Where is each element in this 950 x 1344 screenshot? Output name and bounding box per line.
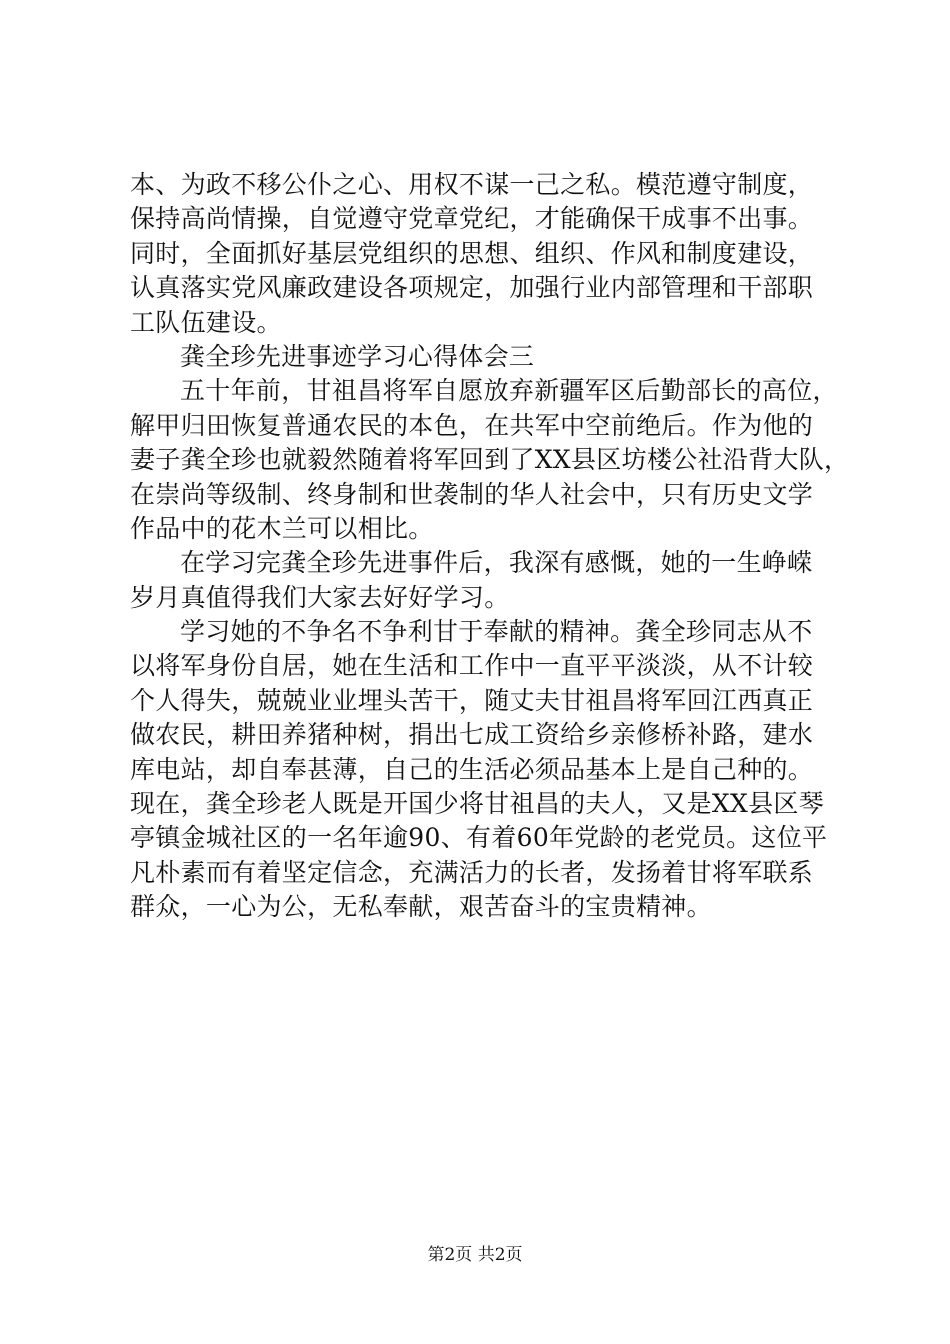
text-line: 同时，全面抓好基层党组织的思想、组织、作风和制度建设， bbox=[130, 238, 814, 268]
text-line: 学习她的不争名不争利甘于奉献的精神。龚全珍同志从不 bbox=[180, 617, 813, 647]
body-text bbox=[130, 168, 850, 925]
text-line: 妻子龚全珍也就毅然随着将军回到了XX县区坊楼公社沿背大队， bbox=[130, 445, 850, 475]
text-line: 五十年前，甘祖昌将军自愿放弃新疆军区后勤部长的高位， bbox=[180, 376, 838, 406]
text-line: 个人得失，兢兢业业埋头苦干，随丈夫甘祖昌将军回江西真正 bbox=[130, 685, 814, 715]
text-line: 工队伍建设。 bbox=[130, 307, 282, 337]
text-line: 在学习完龚全珍先进事件后，我深有感慨，她的一生峥嵘 bbox=[180, 548, 813, 578]
text-line: 本、为政不移公仆之心、用权不谋一己之私。模范遵守制度， bbox=[130, 170, 814, 199]
text-line: 凡朴素而有着坚定信念，充满活力的长者，发扬着甘将军联系 bbox=[130, 857, 814, 887]
text-line: 以将军身份自居，她在生活和工作中一直平平淡淡，从不计较 bbox=[130, 651, 814, 681]
page-footer: 第2页 共2页 bbox=[427, 1245, 523, 1265]
text-line: 群众，一心为公，无私奉献，艰苦奋斗的宝贵精神。 bbox=[130, 892, 712, 922]
text-line: 在崇尚等级制、终身制和世袭制的华人社会中，只有历史文学 bbox=[130, 479, 814, 509]
text-line: 库电站，却自奉甚薄，自己的生活必须品基本上是自己种的。 bbox=[130, 754, 814, 784]
text-line: 保持高尚情操，自觉遵守党章党纪，才能确保干成事不出事。 bbox=[130, 204, 814, 234]
text-line: 现在，龚全珍老人既是开国少将甘祖昌的夫人，又是XX县区琴 bbox=[130, 789, 824, 819]
text-line: 做农民，耕田养猪种树，捐出七成工资给乡亲修桥补路，建水 bbox=[130, 720, 814, 750]
text-line: 作品中的花木兰可以相比。 bbox=[130, 513, 434, 543]
text-line: 认真落实党风廉政建设各项规定，加强行业内部管理和干部职 bbox=[130, 273, 814, 303]
section-heading: 龚全珍先进事迹学习心得体会三 bbox=[180, 341, 535, 371]
text-line: 解甲归田恢复普通农民的本色，在共军中空前绝后。作为他的 bbox=[130, 410, 814, 440]
text-line: 亭镇金城社区的一名年逾90、有着60年党龄的老党员。这位平 bbox=[130, 823, 828, 853]
text-line: 岁月真值得我们大家去好好学习。 bbox=[130, 582, 510, 612]
